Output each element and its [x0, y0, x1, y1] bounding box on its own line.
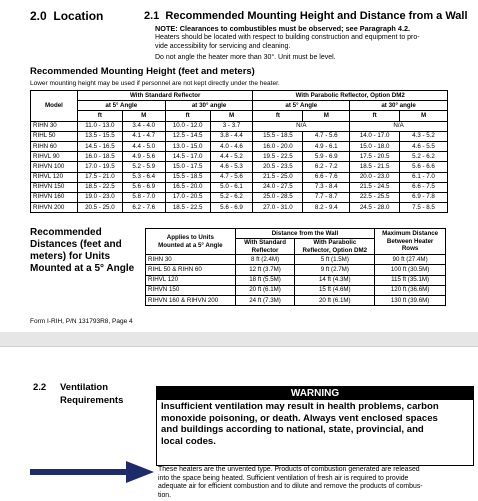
body-line: into the space being heated. Sufficient ventilation of fresh air is required to provide	[158, 474, 409, 482]
value-cell: 18.5 - 21.5	[350, 162, 400, 172]
value-cell: 15.0 - 18.0	[350, 141, 400, 151]
mounting-table-row	[31, 141, 448, 151]
warning-line: Insufficient ventilation may result in health problems, carbon	[161, 401, 439, 412]
ventilation-title-line-2: Requirements	[60, 395, 124, 406]
mounting-table-row	[31, 162, 448, 172]
mounting-table-row	[31, 203, 448, 213]
mounting-table-row	[31, 152, 448, 162]
mounting-table-row	[31, 182, 448, 192]
distance-cell: 12 ft (3.7M)	[235, 265, 295, 275]
value-cell: 19.0 - 23.0	[77, 192, 122, 202]
mounting-table-row	[31, 192, 448, 202]
side-title-line: Mounted at a 5° Angle	[30, 263, 135, 274]
unit-ft: ft	[77, 111, 122, 121]
mounting-height-table	[30, 90, 448, 213]
subsection-heading-2-1	[144, 10, 468, 22]
distance-cell: 130 ft (39.6M)	[375, 295, 446, 305]
value-cell: 14.5 - 17.0	[165, 152, 210, 162]
max-header-line: Maximum Distance	[382, 230, 439, 238]
distance-cell: 24 ft (7.3M)	[235, 295, 295, 305]
value-cell: 7.3 - 8.4	[303, 182, 350, 192]
value-cell: 6.6 - 7.5	[400, 182, 448, 192]
max-header-line: Between Heater	[386, 237, 434, 245]
value-cell: 4.7 - 5.6	[303, 131, 350, 141]
distance-from-wall-header: Distance from the Wall	[235, 229, 374, 239]
value-cell: 5.3 - 6.4	[122, 172, 165, 182]
distance-table-row	[146, 265, 446, 275]
value-cell: 14.0 - 17.0	[350, 131, 400, 141]
para-angle30-header: at 30° angle	[350, 101, 448, 111]
distance-cell: 120 ft (36.6M)	[375, 285, 446, 295]
value-cell: 4.9 - 5.6	[122, 152, 165, 162]
parabolic-reflector-col	[295, 239, 375, 255]
section-number: 2.0	[30, 9, 47, 23]
value-cell: 5.8 - 7.0	[122, 192, 165, 202]
applies-header-line: Mounted at a 5° Angle	[158, 241, 223, 249]
ventilation-body	[158, 466, 423, 500]
parabolic-reflector-header: With Parabolic Reflector, Option DM2	[253, 91, 448, 101]
value-cell: 15.0 - 17.5	[165, 162, 210, 172]
distance-cell: 18 ft (5.5M)	[235, 275, 295, 285]
unit-cell: RIHN 30	[146, 255, 236, 265]
value-cell: 3.4 - 4.0	[122, 121, 165, 131]
value-cell: 24.5 - 28.0	[350, 203, 400, 213]
model-cell: RIHVN 150	[31, 182, 78, 192]
value-cell: 15.5 - 18.5	[253, 131, 303, 141]
body-line: tion.	[158, 491, 172, 499]
value-cell: 16.0 - 20.0	[253, 141, 303, 151]
unit-m: M	[400, 111, 448, 121]
side-title-line: Recommended	[30, 227, 102, 238]
warning-line: local codes.	[161, 435, 216, 447]
model-cell: RIHVL 90	[31, 152, 78, 162]
unit-m: M	[210, 111, 253, 121]
value-cell: 10.0 - 12.0	[165, 121, 210, 131]
mounting-table-subtitle: Lower mounting height may be used if personnel are not kept directly under the heater.	[30, 80, 280, 87]
distance-cell: 9 ft (2.7M)	[295, 265, 375, 275]
distance-cell: 14 ft (4.3M)	[295, 275, 375, 285]
distance-cell: 5 ft (1.5M)	[295, 255, 375, 265]
side-title-line: Distances (feet and	[30, 239, 122, 250]
distance-cell: 90 ft (27.4M)	[375, 255, 446, 265]
distance-table-row	[146, 255, 446, 265]
ventilation-title-line-1: Ventilation	[60, 382, 109, 393]
warning-text	[157, 400, 473, 448]
unit-ft: ft	[350, 111, 400, 121]
value-cell: 3 - 3.7	[210, 121, 253, 131]
location-body-line-1: Heaters should be located with respect to building construction and equipment to pro-	[155, 34, 420, 41]
value-cell: 6.2 - 7.2	[303, 162, 350, 172]
unit-cell: RIHL 50 & RIHN 60	[146, 265, 236, 275]
model-cell: RIHVN 160	[31, 192, 78, 202]
page-footer: Form I-RIH, P/N 131793R8, Page 4	[30, 318, 133, 325]
col-header-line: Reflector, Option DM2	[302, 246, 368, 254]
value-cell: 5.0 - 6.1	[210, 182, 253, 192]
value-cell: 12.5 - 14.5	[165, 131, 210, 141]
warning-box	[156, 386, 474, 466]
value-cell: 19.5 - 22.5	[253, 152, 303, 162]
value-cell: 6.6 - 7.6	[303, 172, 350, 182]
distance-cell: 8 ft (2.4M)	[235, 255, 295, 265]
mounting-table-row	[31, 172, 448, 182]
value-cell: 17.5 - 21.0	[77, 172, 122, 182]
distance-cell: 115 ft (35.1M)	[375, 275, 446, 285]
value-cell: 11.0 - 13.0	[77, 121, 122, 131]
mounting-table-row	[31, 131, 448, 141]
mounting-table-title: Recommended Mounting Height (feet and meters)	[30, 66, 255, 77]
value-cell: 24.0 - 27.5	[253, 182, 303, 192]
col-header-line: With Standard	[244, 239, 286, 247]
distance-cell: 100 ft (30.5M)	[375, 265, 446, 275]
distance-table-row	[146, 275, 446, 285]
value-cell: 7.7 - 8.7	[303, 192, 350, 202]
mounting-table-row	[31, 121, 448, 131]
col-header-line: With Parabolic	[313, 239, 357, 247]
subsection-title: Recommended Mounting Height and Distance from a Wall	[165, 10, 468, 22]
value-cell: 17.5 - 20.5	[350, 152, 400, 162]
value-cell: 21.5 - 24.5	[350, 182, 400, 192]
para-angle5-header: at 5° Angle	[253, 101, 350, 111]
distance-table-row	[146, 285, 446, 295]
applies-header	[146, 229, 236, 255]
value-cell: 6.1 - 7.0	[400, 172, 448, 182]
unit-m: M	[303, 111, 350, 121]
model-cell: RIHN 30	[31, 121, 78, 131]
std-angle30-header: at 30° angle	[165, 101, 253, 111]
value-cell: 21.5 - 25.0	[253, 172, 303, 182]
value-cell: 13.0 - 15.0	[165, 141, 210, 151]
angle-note: Do not angle the heater more than 30°. Unit must be level.	[155, 54, 336, 61]
value-cell: 17.0 - 19.5	[77, 162, 122, 172]
value-cell: 6.9 - 7.8	[400, 192, 448, 202]
value-cell: 18.5 - 22.5	[165, 203, 210, 213]
value-cell: 5.6 - 6.6	[400, 162, 448, 172]
distance-cell: 20 ft (6.1M)	[295, 295, 375, 305]
value-cell: 3.8 - 4.4	[210, 131, 253, 141]
section-title: Location	[53, 9, 104, 23]
distance-table-row	[146, 295, 446, 305]
wall-distance-table	[145, 228, 446, 306]
max-header-line: Rows	[401, 245, 419, 253]
side-title-line: meters) for Units	[30, 251, 111, 262]
value-cell: 13.5 - 15.5	[77, 131, 122, 141]
unit-cell: RIHVN 150	[146, 285, 236, 295]
value-cell: 20.5 - 23.5	[253, 162, 303, 172]
value-cell: 27.0 - 31.0	[253, 203, 303, 213]
unit-m: M	[122, 111, 165, 121]
value-cell: 5.2 - 5.9	[122, 162, 165, 172]
value-cell: 4.6 - 5.5	[400, 141, 448, 151]
distance-side-title	[30, 227, 134, 275]
std-angle5-header: at 5° Angle	[77, 101, 165, 111]
distance-cell: 15 ft (4.6M)	[295, 285, 375, 295]
arrow-right-icon	[30, 458, 156, 486]
value-cell: 5.9 - 6.9	[303, 152, 350, 162]
value-cell: 6.2 - 7.6	[122, 203, 165, 213]
value-cell: 16.5 - 20.0	[165, 182, 210, 192]
col-header-line: Reflector	[251, 246, 279, 254]
value-cell: 17.0 - 20.5	[165, 192, 210, 202]
value-cell: 5.6 - 6.9	[122, 182, 165, 192]
value-cell: 4.9 - 6.1	[303, 141, 350, 151]
value-cell: 8.2 - 9.4	[303, 203, 350, 213]
model-cell: RIHN 60	[31, 141, 78, 151]
value-cell: 14.5 - 16.5	[77, 141, 122, 151]
unit-cell: RIHVN 160 & RIHVN 200	[146, 295, 236, 305]
clearance-note: NOTE: Clearances to combustibles must be observed; see Paragraph 4.2.	[155, 24, 411, 33]
value-cell: N/A	[350, 121, 448, 131]
value-cell: 7.5 - 8.5	[400, 203, 448, 213]
section-number-2-2: 2.2	[33, 382, 47, 393]
max-distance-header	[375, 229, 446, 255]
value-cell: 4.4 - 5.2	[210, 152, 253, 162]
unit-ft: ft	[253, 111, 303, 121]
value-cell: 4.6 - 5.3	[210, 162, 253, 172]
model-cell: RIHVN 200	[31, 203, 78, 213]
subsection-number: 2.1	[144, 10, 160, 22]
unit-ft: ft	[165, 111, 210, 121]
value-cell: 4.7 - 5.6	[210, 172, 253, 182]
value-cell: 15.5 - 18.5	[165, 172, 210, 182]
value-cell: 5.2 - 6.2	[210, 192, 253, 202]
value-cell: 4.1 - 4.7	[122, 131, 165, 141]
value-cell: 18.5 - 22.5	[77, 182, 122, 192]
warning-line: monoxide poisoning, or death. Always vent enclosed spaces	[161, 412, 438, 424]
standard-reflector-col	[235, 239, 295, 255]
body-line: These heaters are the unvented type. Products of combustion generated are released	[158, 466, 420, 473]
applies-header-line: Applies to Units	[166, 233, 214, 241]
value-cell: 25.0 - 28.5	[253, 192, 303, 202]
model-cell: RIHVN 100	[31, 162, 78, 172]
model-cell: RIHVL 120	[31, 172, 78, 182]
value-cell: 5.2 - 6.2	[400, 152, 448, 162]
value-cell: 4.4 - 5.0	[122, 141, 165, 151]
location-body-line-2: vide accessibility for servicing and cleaning.	[155, 43, 291, 50]
warning-label: WARNING	[157, 387, 473, 400]
unit-cell: RIHVL 120	[146, 275, 236, 285]
value-cell: 20.5 - 25.0	[77, 203, 122, 213]
value-cell: 16.0 - 18.5	[77, 152, 122, 162]
section-heading-2-0	[30, 9, 103, 23]
manual-page-5	[0, 346, 478, 501]
value-cell: 4.0 - 4.6	[210, 141, 253, 151]
model-header: Model	[31, 91, 78, 122]
value-cell: 20.0 - 23.0	[350, 172, 400, 182]
value-cell: N/A	[253, 121, 350, 131]
standard-reflector-header: With Standard Reflector	[77, 91, 253, 101]
model-cell: RIHL 50	[31, 131, 78, 141]
body-line: adequate air for efficient combustion and to dilute and remove the products of combus-	[158, 483, 423, 491]
value-cell: 4.3 - 5.2	[400, 131, 448, 141]
value-cell: 5.6 - 6.9	[210, 203, 253, 213]
warning-line: and buildings according to national, state, provincial, and	[161, 424, 424, 436]
value-cell: 22.5 - 25.5	[350, 192, 400, 202]
distance-cell: 20 ft (6.1M)	[235, 285, 295, 295]
